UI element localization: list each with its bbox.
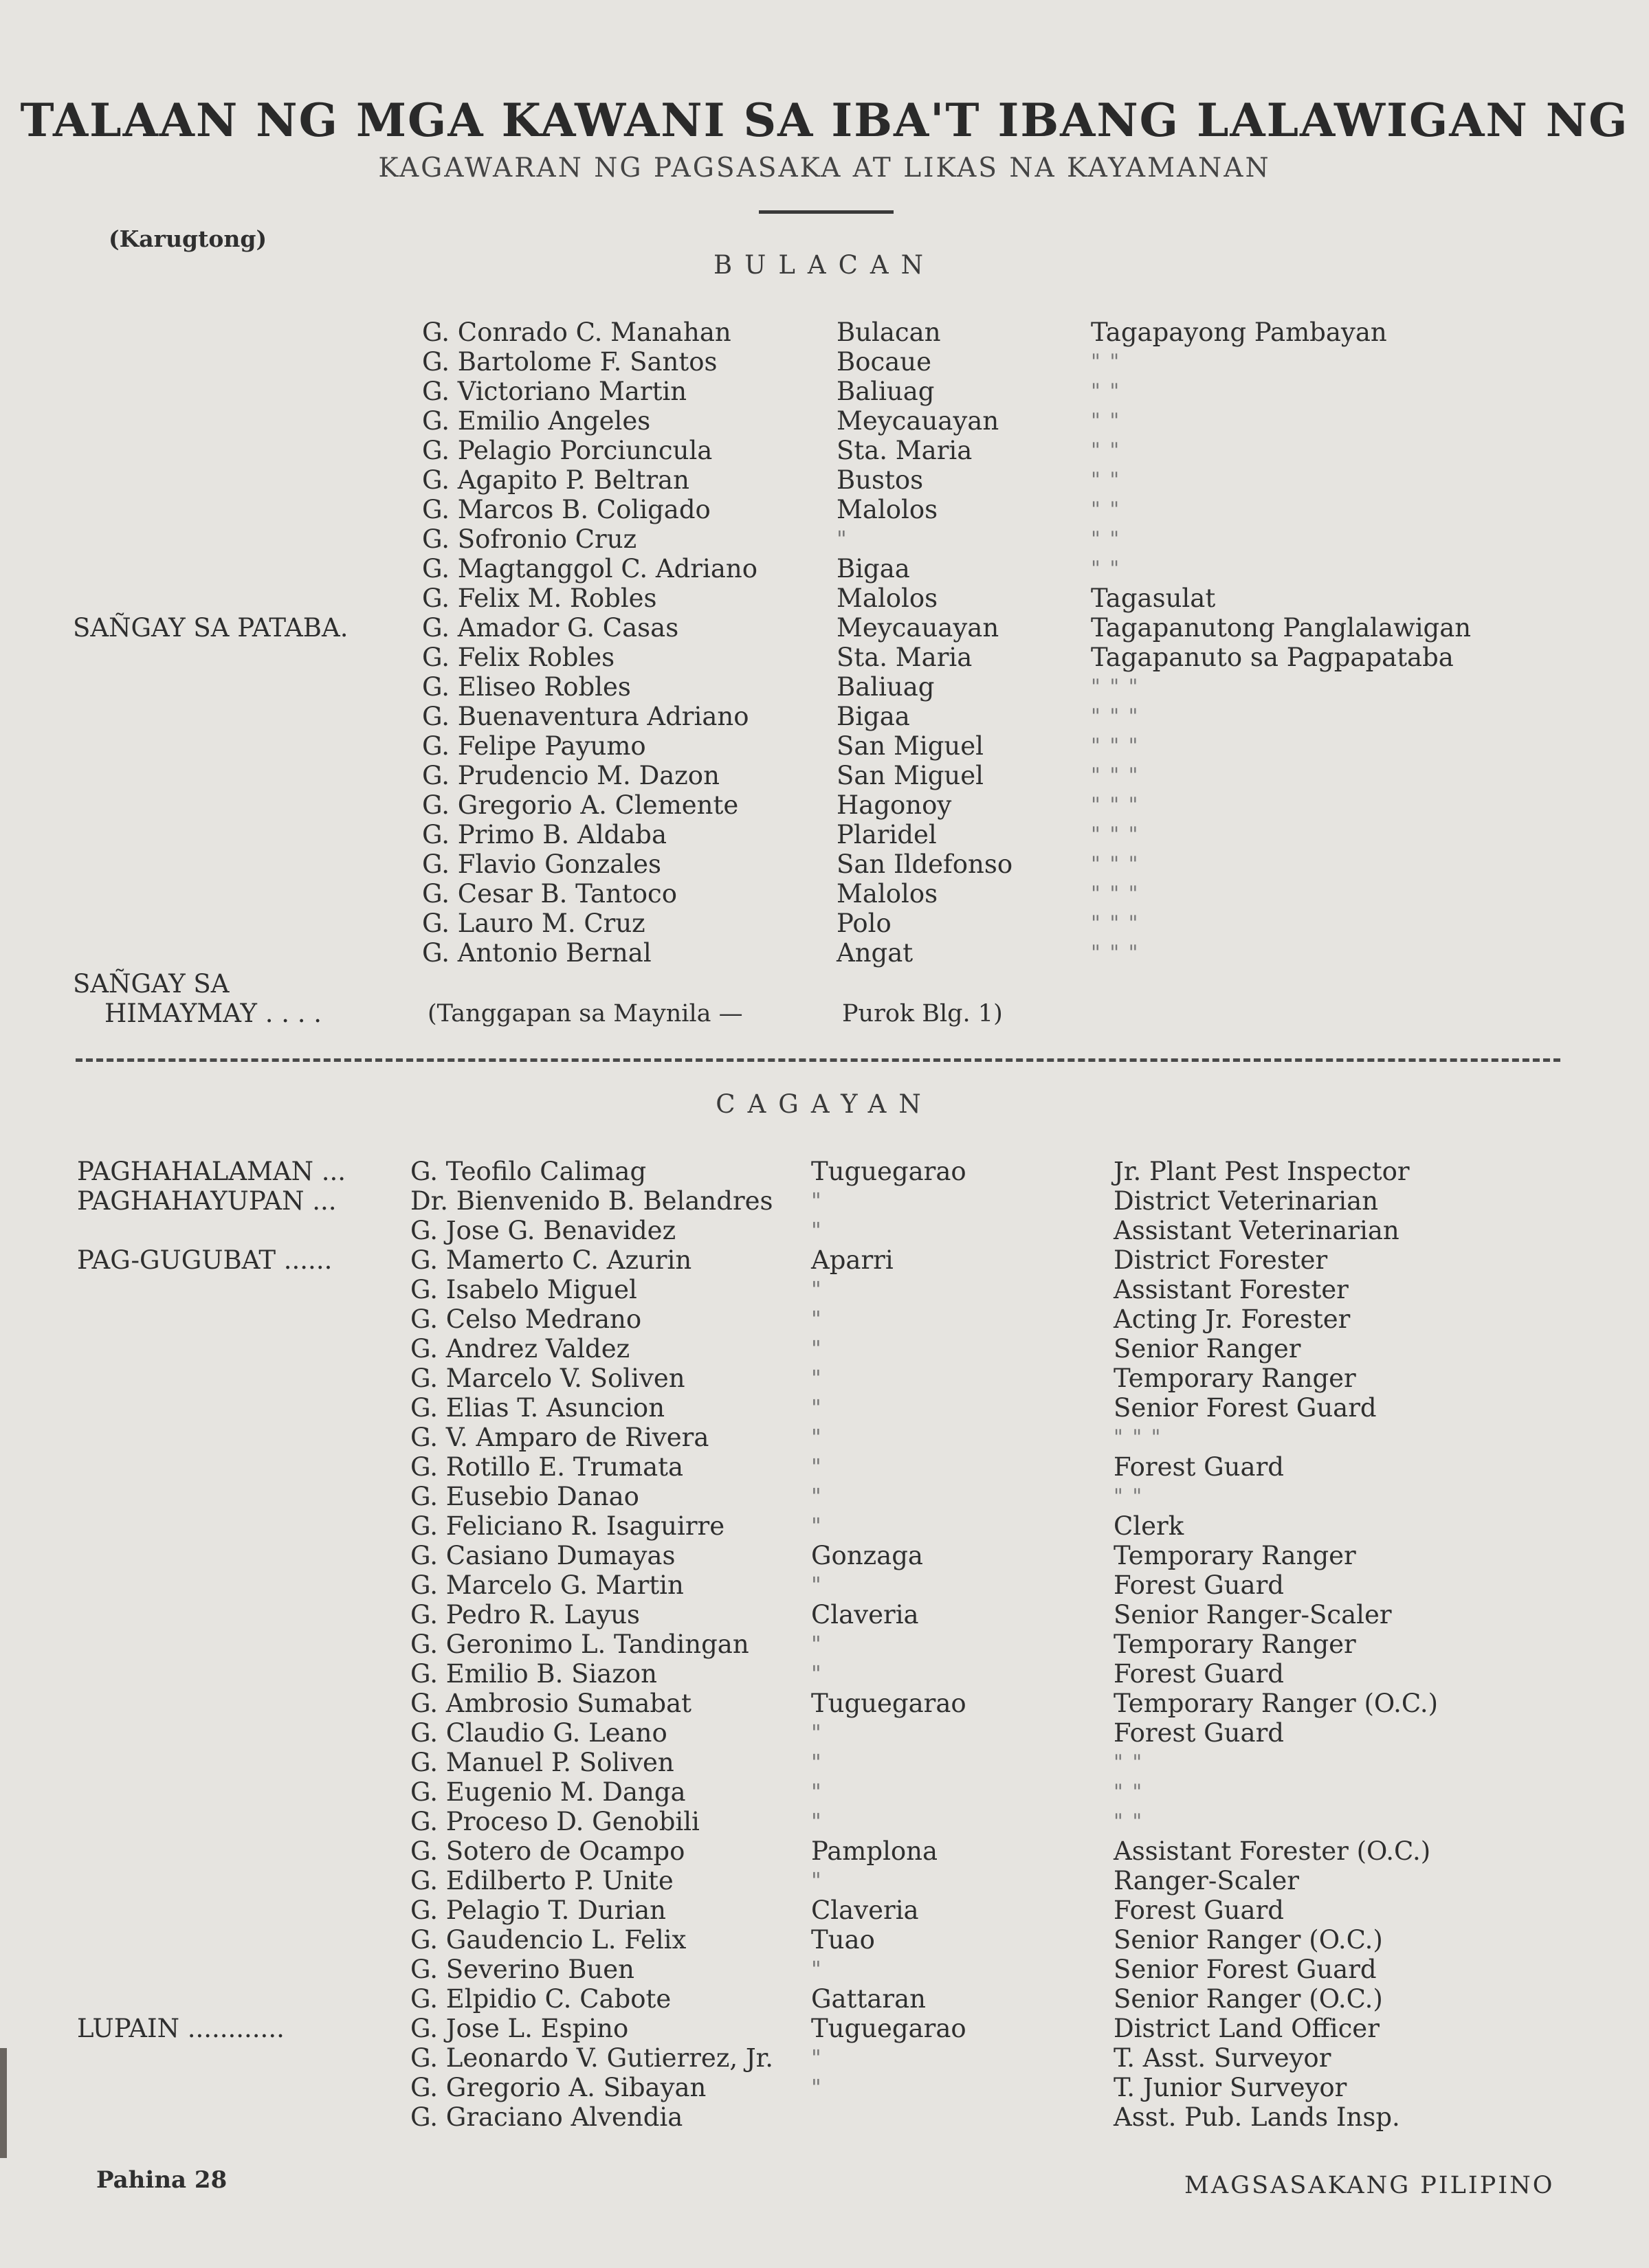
row-place: Bocaue — [837, 347, 931, 377]
row-position: District Land Officer — [1114, 2014, 1380, 2043]
row-position: Temporary Ranger — [1114, 1541, 1356, 1570]
himaymay-purok-note: Purok Blg. 1) — [842, 1000, 1003, 1027]
dept-label: SAÑGAY SA PATABA. — [73, 613, 348, 643]
row-position: District Forester — [1114, 1245, 1328, 1275]
table-row — [0, 377, 1649, 406]
row-place: " — [811, 1808, 821, 1834]
table-row — [0, 1895, 1649, 1925]
table-row — [0, 790, 1649, 820]
row-name: G. Teofilo Calimag — [410, 1157, 647, 1186]
table-row — [0, 1511, 1649, 1541]
row-place: " — [811, 1306, 821, 1332]
row-name: G. Sotero de Ocampo — [410, 1836, 685, 1866]
section-divider — [76, 1058, 1560, 1062]
row-name: G. Edilberto P. Unite — [410, 1866, 674, 1895]
row-name: G. Isabelo Miguel — [410, 1275, 637, 1304]
table-row — [0, 1718, 1649, 1748]
row-position: Forest Guard — [1114, 1718, 1284, 1748]
page-subtitle: KAGAWARAN NG PAGSASAKA AT LIKAS NA KAYAMANAN — [378, 153, 1271, 184]
row-position: Forest Guard — [1114, 1452, 1284, 1482]
row-name: G. Felix Robles — [422, 643, 615, 672]
table-row — [0, 2102, 1649, 2132]
row-place: Pamplona — [811, 1836, 938, 1866]
table-row — [0, 2073, 1649, 2102]
row-name: G. Gregorio A. Sibayan — [410, 2073, 707, 2102]
row-name: G. Agapito P. Beltran — [422, 465, 689, 495]
table-row — [0, 1777, 1649, 1807]
table-row — [0, 702, 1649, 731]
row-place: " — [811, 1660, 821, 1687]
row-place: Meycauayan — [837, 613, 999, 643]
row-position: Assistant Veterinarian — [1114, 1216, 1399, 1245]
table-row — [0, 318, 1649, 347]
table-row — [0, 1216, 1649, 1245]
row-place: " — [811, 1867, 821, 1893]
row-place: " — [811, 1572, 821, 1598]
row-position: Forest Guard — [1114, 1895, 1284, 1925]
row-position: " " " — [1091, 941, 1140, 965]
row-position: District Veterinarian — [1114, 1186, 1379, 1216]
row-position: Senior Ranger (O.C.) — [1114, 1925, 1383, 1955]
row-place: " — [811, 1720, 821, 1746]
table-row — [0, 1541, 1649, 1570]
row-name: G. Proceso D. Genobili — [410, 1807, 700, 1836]
row-place: Angat — [837, 938, 914, 968]
row-name: G. Graciano Alvendia — [410, 2102, 683, 2132]
row-place: Claveria — [811, 1895, 919, 1925]
table-row — [0, 731, 1649, 761]
row-place: Tuguegarao — [811, 1157, 966, 1186]
row-name: G. Emilio B. Siazon — [410, 1659, 657, 1689]
row-name: G. Conrado C. Manahan — [422, 318, 731, 347]
row-position: Tagapayong Pambayan — [1091, 318, 1387, 347]
table-row — [0, 1600, 1649, 1630]
table-row — [0, 1452, 1649, 1482]
table-row — [0, 554, 1649, 583]
row-name: G. Sofronio Cruz — [422, 524, 637, 554]
scan-edge-mark — [0, 2048, 7, 2158]
row-place: " — [811, 1779, 821, 1805]
row-name: G. Buenaventura Adriano — [422, 702, 749, 731]
row-position: Temporary Ranger — [1114, 1630, 1356, 1659]
row-position: Temporary Ranger — [1114, 1364, 1356, 1393]
row-name: G. Andrez Valdez — [410, 1334, 630, 1364]
row-place: " — [811, 1365, 821, 1391]
row-position: Tagasulat — [1091, 583, 1216, 613]
dept-label: PAGHAHAYUPAN ... — [77, 1186, 337, 1216]
row-position: " " — [1114, 1780, 1144, 1804]
row-place: Gattaran — [811, 1984, 926, 2014]
row-name: G. Manuel P. Soliven — [410, 1748, 674, 1777]
row-position: Tagapanuto sa Pagpapataba — [1091, 643, 1454, 672]
row-place: " — [811, 1483, 821, 1509]
row-position: T. Asst. Surveyor — [1114, 2043, 1331, 2073]
row-name: G. Flavio Gonzales — [422, 849, 662, 879]
row-name: G. Pelagio T. Durian — [410, 1895, 667, 1925]
page-title: TALAAN NG MGA KAWANI SA IBA'T IBANG LALAWIGAN NG — [20, 93, 1629, 147]
table-row — [0, 849, 1649, 879]
table-row — [0, 1364, 1649, 1393]
row-place: " — [811, 1276, 821, 1302]
row-position: Senior Ranger (O.C.) — [1114, 1984, 1383, 2014]
dept-label: PAG-GUGUBAT ...... — [77, 1245, 333, 1275]
row-name: G. Marcos B. Coligado — [422, 495, 711, 524]
row-position: " " " — [1091, 675, 1140, 699]
row-position: " " " — [1091, 882, 1140, 906]
row-name: G. Marcelo G. Martin — [410, 1570, 684, 1600]
row-position: " " — [1114, 1485, 1144, 1509]
table-row — [0, 495, 1649, 524]
row-position: " " — [1091, 527, 1121, 551]
row-position: Temporary Ranger (O.C.) — [1114, 1689, 1439, 1718]
row-position: Senior Ranger-Scaler — [1114, 1600, 1392, 1630]
row-position: " " " — [1091, 704, 1140, 729]
row-name: G. Prudencio M. Dazon — [422, 761, 720, 790]
row-position: T. Junior Surveyor — [1114, 2073, 1347, 2102]
row-name: G. Emilio Angeles — [422, 406, 651, 436]
row-place: " — [811, 1394, 821, 1421]
dept-label: PAGHAHALAMAN ... — [77, 1157, 346, 1186]
row-place: Bigaa — [837, 702, 910, 731]
table-row — [0, 1984, 1649, 2014]
row-name: G. Eusebio Danao — [410, 1482, 639, 1511]
row-position: Acting Jr. Forester — [1114, 1304, 1351, 1334]
row-place: " — [811, 1513, 821, 1539]
row-name: G. Geronimo L. Tandingan — [410, 1630, 749, 1659]
row-place: Meycauayan — [837, 406, 999, 436]
himaymay-office-note: (Tanggapan sa Maynila — — [428, 1000, 743, 1027]
row-place: Polo — [837, 909, 892, 938]
row-place: Baliuag — [837, 672, 935, 702]
row-position: " " " — [1091, 734, 1140, 758]
row-place: " — [837, 526, 847, 552]
table-row — [0, 1423, 1649, 1452]
row-place: " — [811, 1631, 821, 1657]
row-place: Hagonoy — [837, 790, 952, 820]
table-row — [0, 1393, 1649, 1423]
row-name: G. Feliciano R. Isaguirre — [410, 1511, 725, 1541]
row-place: Baliuag — [837, 377, 935, 406]
row-name: G. Gregorio A. Clemente — [422, 790, 739, 820]
row-position: Senior Ranger — [1114, 1334, 1301, 1364]
row-place: Bulacan — [837, 318, 941, 347]
row-name: G. Pedro R. Layus — [410, 1600, 641, 1630]
table-row — [0, 1866, 1649, 1895]
row-place: Bustos — [837, 465, 924, 495]
table-row — [0, 761, 1649, 790]
table-row — [0, 672, 1649, 702]
row-name: G. Felix M. Robles — [422, 583, 657, 613]
table-row — [0, 938, 1649, 968]
table-row — [0, 909, 1649, 938]
row-name: G. Antonio Bernal — [422, 938, 652, 968]
row-name: G. Severino Buen — [410, 1955, 634, 1984]
row-name: G. Casiano Dumayas — [410, 1541, 676, 1570]
row-place: " — [811, 1749, 821, 1775]
row-position: " " " — [1091, 911, 1140, 935]
page-number: Pahina 28 — [96, 2166, 228, 2194]
table-row — [0, 1659, 1649, 1689]
dept-label-himaymay: SAÑGAY SA — [73, 969, 230, 999]
row-position: Senior Forest Guard — [1114, 1955, 1377, 1984]
table-row — [0, 879, 1649, 909]
row-position: Clerk — [1114, 1511, 1184, 1541]
row-place: Sta. Maria — [837, 436, 973, 465]
row-name: G. Victoriano Martin — [422, 377, 687, 406]
row-position: " " — [1091, 350, 1121, 374]
row-position: Ranger-Scaler — [1114, 1866, 1299, 1895]
row-place: " — [811, 1217, 821, 1243]
row-name: G. Cesar B. Tantoco — [422, 879, 678, 909]
table-row — [0, 524, 1649, 554]
title-rule — [759, 210, 894, 214]
row-place: " — [811, 2045, 821, 2071]
row-position: Forest Guard — [1114, 1659, 1284, 1689]
row-position: Asst. Pub. Lands Insp. — [1114, 2102, 1400, 2132]
table-row — [0, 436, 1649, 465]
table-row — [0, 1275, 1649, 1304]
row-place: " — [811, 1956, 821, 1982]
row-name: G. Jose G. Benavidez — [410, 1216, 676, 1245]
row-place: Plaridel — [837, 820, 937, 849]
table-row — [0, 1482, 1649, 1511]
row-position: " " — [1091, 468, 1121, 492]
table-row — [0, 1334, 1649, 1364]
section-title-bulacan: BULACAN — [713, 250, 936, 280]
row-place: " — [811, 1424, 821, 1450]
row-name: G. Celso Medrano — [410, 1304, 642, 1334]
row-place: Claveria — [811, 1600, 919, 1630]
row-position: Senior Forest Guard — [1114, 1393, 1377, 1423]
row-position: Assistant Forester (O.C.) — [1114, 1836, 1431, 1866]
table-row — [0, 1807, 1649, 1836]
row-position: " " — [1091, 379, 1121, 403]
table-row — [0, 1630, 1649, 1659]
table-row — [0, 1955, 1649, 1984]
table-row — [0, 1570, 1649, 1600]
row-place: Tuao — [811, 1925, 875, 1955]
row-position: " " " — [1091, 852, 1140, 876]
table-row — [0, 583, 1649, 613]
row-name: G. Primo B. Aldaba — [422, 820, 667, 849]
row-place: " — [811, 1188, 821, 1214]
row-place: Aparri — [811, 1245, 894, 1275]
row-place: Bigaa — [837, 554, 910, 583]
row-name: G. Jose L. Espino — [410, 2014, 629, 2043]
table-row — [0, 406, 1649, 436]
table-row — [0, 1304, 1649, 1334]
row-name: G. Claudio G. Leano — [410, 1718, 667, 1748]
row-place: " — [811, 1335, 821, 1361]
row-position: Jr. Plant Pest Inspector — [1114, 1157, 1410, 1186]
row-position: " " " — [1091, 764, 1140, 788]
row-name: G. Elpidio C. Cabote — [410, 1984, 672, 2014]
row-position: " " — [1114, 1810, 1144, 1834]
row-place: Malolos — [837, 495, 938, 524]
row-name: G. Magtanggol C. Adriano — [422, 554, 757, 583]
row-position: " " — [1091, 438, 1121, 463]
row-place: San Ildefonso — [837, 849, 1013, 879]
row-position: " " " — [1091, 793, 1140, 817]
row-place: " — [811, 1454, 821, 1480]
row-name: G. Bartolome F. Santos — [422, 347, 718, 377]
table-row — [0, 820, 1649, 849]
table-row — [0, 1836, 1649, 1866]
row-name: G. Marcelo V. Soliven — [410, 1364, 685, 1393]
row-place: San Miguel — [837, 761, 984, 790]
row-place: Malolos — [837, 879, 938, 909]
row-place: San Miguel — [837, 731, 984, 761]
row-place: " — [811, 2074, 821, 2100]
row-name: G. Leonardo V. Gutierrez, Jr. — [410, 2043, 774, 2073]
table-row — [0, 1925, 1649, 1955]
table-row — [0, 1689, 1649, 1718]
table-row — [0, 1748, 1649, 1777]
row-place: Gonzaga — [811, 1541, 923, 1570]
row-position: Assistant Forester — [1114, 1275, 1349, 1304]
continued-label: (Karugtong) — [109, 225, 267, 252]
row-place: Sta. Maria — [837, 643, 973, 672]
row-place: Malolos — [837, 583, 938, 613]
row-name: G. Amador G. Casas — [422, 613, 679, 643]
dept-label-himaymay-cont: HIMAYMAY . . . . — [104, 999, 322, 1028]
row-name: G. V. Amparo de Rivera — [410, 1423, 709, 1452]
row-position: " " — [1114, 1750, 1144, 1775]
row-position: " " " — [1091, 823, 1140, 847]
row-name: G. Rotillo E. Trumata — [410, 1452, 684, 1482]
table-row — [0, 347, 1649, 377]
row-name: G. Lauro M. Cruz — [422, 909, 645, 938]
row-position: " " — [1091, 498, 1121, 522]
row-position: Forest Guard — [1114, 1570, 1284, 1600]
publication-name: MAGSASAKANG PILIPINO — [1184, 2172, 1555, 2199]
row-name: G. Eliseo Robles — [422, 672, 631, 702]
dept-label: LUPAIN ............ — [77, 2014, 285, 2043]
row-name: G. Felipe Payumo — [422, 731, 646, 761]
table-row — [0, 2043, 1649, 2073]
row-place: Tuguegarao — [811, 1689, 966, 1718]
section-title-cagayan: CAGAYAN — [716, 1089, 933, 1119]
row-position: " " — [1091, 409, 1121, 433]
row-position: " " " — [1114, 1425, 1162, 1449]
row-name: Dr. Bienvenido B. Belandres — [410, 1186, 773, 1216]
row-place: Tuguegarao — [811, 2014, 966, 2043]
row-name: G. Pelagio Porciuncula — [422, 436, 713, 465]
row-position: Tagapanutong Panglalawigan — [1091, 613, 1472, 643]
row-name: G. Ambrosio Sumabat — [410, 1689, 692, 1718]
row-name: G. Gaudencio L. Felix — [410, 1925, 687, 1955]
row-name: G. Elias T. Asuncion — [410, 1393, 665, 1423]
table-row — [0, 465, 1649, 495]
row-name: G. Eugenio M. Danga — [410, 1777, 686, 1807]
row-name: G. Mamerto C. Azurin — [410, 1245, 692, 1275]
table-row — [0, 643, 1649, 672]
row-position: " " — [1091, 557, 1121, 581]
